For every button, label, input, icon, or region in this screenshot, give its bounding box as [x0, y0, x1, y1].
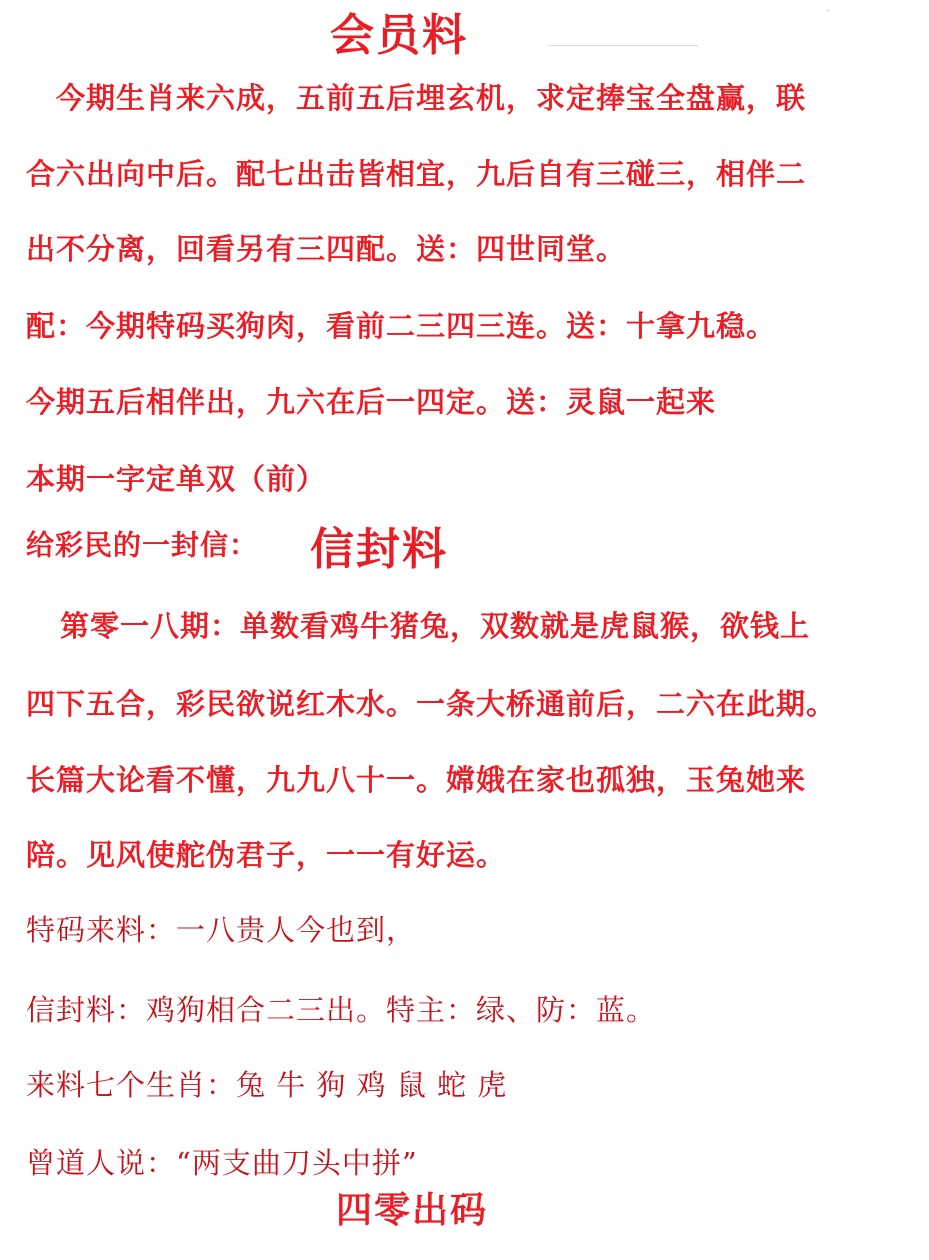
- qige-shengxiao-line: 来料七个生肖：兔 牛 狗 鸡 鼠 蛇 虎: [26, 1068, 508, 1102]
- tema-line: 特码来料：一八贵人今也到，: [26, 913, 417, 947]
- letter-label: 给彩民的一封信：: [26, 528, 259, 562]
- wuhou-line: 今期五后相伴出，九六在后一四定。送：灵鼠一起来: [26, 385, 717, 419]
- member-poem-line-3: 出不分离，回看另有三四配。送：四世同堂。: [26, 232, 627, 266]
- member-title: 会员料: [330, 10, 468, 61]
- letter-title: 信封料: [310, 524, 449, 575]
- scan-artifact-dot: [826, 10, 830, 11]
- member-poem-line-1: 今期生肖来六成，五前五后埋玄机，求定捧宝全盘赢，联: [56, 81, 807, 115]
- letter-poem-line-2: 四下五合，彩民欲说红木水。一条大桥通前后，二六在此期。: [26, 687, 837, 721]
- scan-artifact-line: [548, 45, 698, 46]
- pei-line: 配：今期特码买狗肉，看前二三四三连。送：十拿九稳。: [26, 309, 777, 343]
- letter-poem-line-4: 陪。见风使舵伪君子，一一有好运。: [26, 838, 507, 872]
- xinfeng-line: 信封料：鸡狗相合二三出。特主：绿、防：蓝。: [26, 993, 657, 1027]
- letter-poem-line-1: 第零一八期：单数看鸡牛猪兔，双数就是虎鼠猴，欲钱上: [60, 609, 811, 643]
- member-poem-line-2: 合六出向中后。配七出击皆相宜，九后自有三碰三，相伴二: [26, 157, 807, 191]
- danshuang-line: 本期一字定单双（前）: [26, 462, 327, 496]
- footer-heading: 四零出码: [336, 1189, 489, 1231]
- letter-header: [26, 522, 448, 578]
- zengdaoren-line: 曾道人说：“两支曲刀头中拼”: [26, 1146, 418, 1180]
- letter-poem-line-3: 长篇大论看不懂，九九八十一。嫦娥在家也孤独，玉兔她来: [26, 763, 807, 797]
